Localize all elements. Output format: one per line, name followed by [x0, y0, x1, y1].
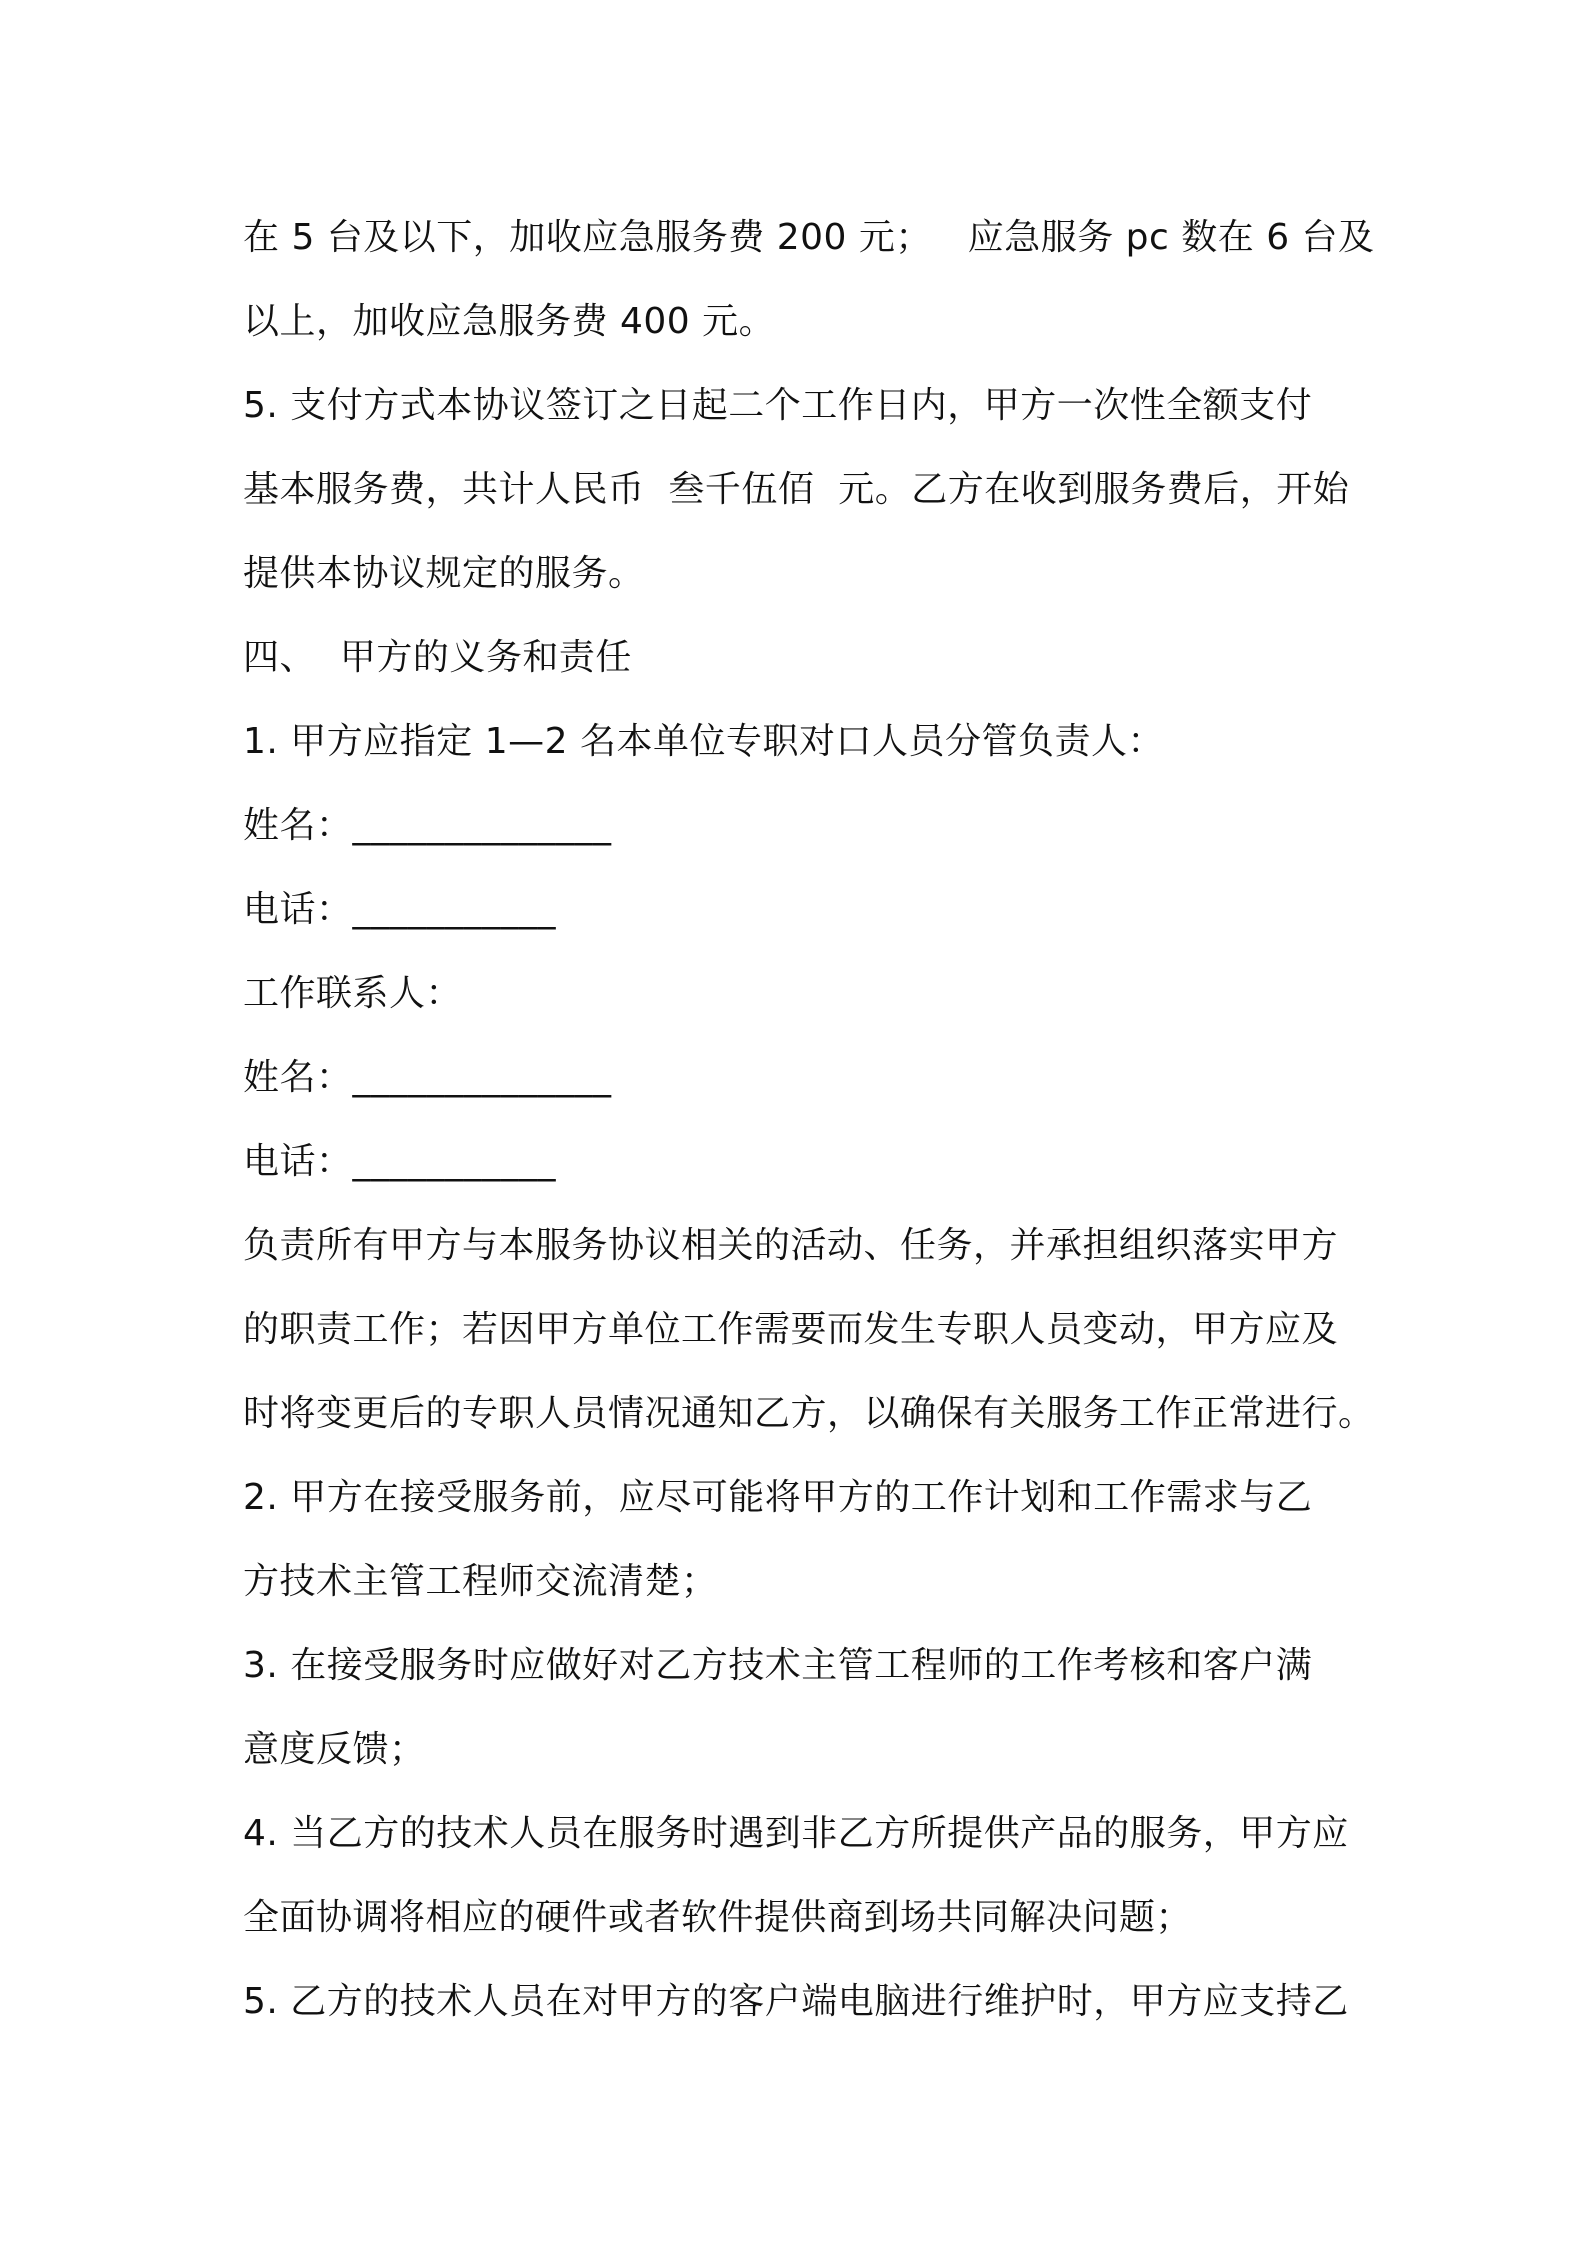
text-line: 负责所有甲方与本服务协议相关的活动、任务，并承担组织落实甲方: [243, 1225, 1339, 1266]
phone-field-line: 电话：___________: [243, 889, 557, 930]
text-line: 以上，加收应急服务费 400 元。: [243, 301, 776, 342]
text-line: 全面协调将相应的硬件或者软件提供商到场共同解决问题；: [243, 1897, 1193, 1938]
text-line: 方技术主管工程师交流清楚；: [243, 1561, 718, 1602]
text-line: 基本服务费，共计人民币 叁千伍佰 元。乙方在收到服务费后，开始: [243, 469, 1350, 510]
name-field-line: 姓名：______________: [243, 805, 612, 846]
name-field-line: 姓名：______________: [243, 1057, 612, 1098]
text-line: 2. 甲方在接受服务前，应尽可能将甲方的工作计划和工作需求与乙: [243, 1477, 1313, 1518]
section-heading: 四、 甲方的义务和责任: [243, 637, 632, 678]
text-line: 4. 当乙方的技术人员在服务时遇到非乙方所提供产品的服务，甲方应: [243, 1813, 1349, 1854]
contact-label: 工作联系人：: [243, 973, 463, 1014]
text-line: 意度反馈；: [243, 1729, 426, 1770]
text-line: 1. 甲方应指定 1—2 名本单位专职对口人员分管负责人：: [243, 721, 1164, 762]
text-line: 3. 在接受服务时应做好对乙方技术主管工程师的工作考核和客户满: [243, 1645, 1313, 1686]
text-line: 的职责工作；若因甲方单位工作需要而发生专职人员变动，甲方应及: [243, 1309, 1339, 1350]
text-line: 5. 乙方的技术人员在对甲方的客户端电脑进行维护时，甲方应支持乙: [243, 1981, 1349, 2022]
document-body: [243, 196, 1373, 2044]
text-line: 在 5 台及以下，加收应急服务费 200 元； 应急服务 pc 数在 6 台及: [243, 217, 1375, 258]
text-line: 5. 支付方式本协议签订之日起二个工作日内，甲方一次性全额支付: [243, 385, 1313, 426]
text-line: 时将变更后的专职人员情况通知乙方，以确保有关服务工作正常进行。: [243, 1393, 1375, 1434]
phone-field-line: 电话：___________: [243, 1141, 557, 1182]
text-line: 提供本协议规定的服务。: [243, 553, 645, 594]
